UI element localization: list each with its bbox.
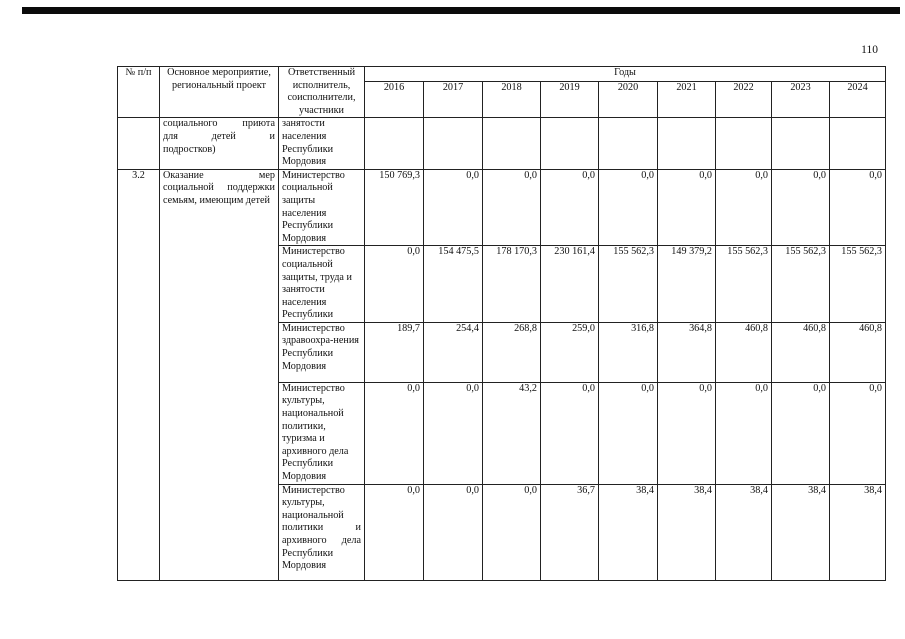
value-cell: 0,0 <box>541 169 599 246</box>
value-cell: 38,4 <box>599 484 658 580</box>
value-cell: 0,0 <box>772 169 830 246</box>
header-year-2021: 2021 <box>658 81 716 118</box>
value-cell: 460,8 <box>830 322 886 382</box>
value-cell: 178 170,3 <box>483 246 541 323</box>
responsible-cell: Министерство социальной защиты населения Республики Мордовия <box>279 169 365 246</box>
continuation-event-line: социального приюта <box>163 118 275 130</box>
value-cell: 316,8 <box>599 322 658 382</box>
header-year-2019: 2019 <box>541 81 599 118</box>
header-year-2020: 2020 <box>599 81 658 118</box>
table-row-continuation <box>118 118 886 169</box>
value-cell: 0,0 <box>658 382 716 484</box>
value-cell: 189,7 <box>365 322 424 382</box>
value-cell: 460,8 <box>716 322 772 382</box>
value-cell: 155 562,3 <box>599 246 658 323</box>
value-cell: 0,0 <box>599 169 658 246</box>
value-cell: 0,0 <box>658 169 716 246</box>
value-cell: 0,0 <box>830 169 886 246</box>
value-cell: 38,4 <box>830 484 886 580</box>
page-number: 110 <box>861 44 878 56</box>
value-cell: 0,0 <box>830 382 886 484</box>
value-cell: 364,8 <box>658 322 716 382</box>
value-cell: 36,7 <box>541 484 599 580</box>
budget-table <box>117 66 886 581</box>
value-cell: 38,4 <box>772 484 830 580</box>
continuation-event-line: подростков) <box>163 143 216 155</box>
header-year-2024: 2024 <box>830 81 886 118</box>
value-cell: 0,0 <box>716 169 772 246</box>
continuation-responsible: занятости населения Республики Мордовия <box>279 118 365 169</box>
value-cell: 259,0 <box>541 322 599 382</box>
value-cell: 149 379,2 <box>658 246 716 323</box>
responsible-cell: Министерство культуры, национальной политики, туризма и архивного дела Республики Мордовия <box>279 382 365 484</box>
value-cell: 154 475,5 <box>424 246 483 323</box>
value-cell: 0,0 <box>365 382 424 484</box>
table-row <box>118 169 886 246</box>
value-cell: 0,0 <box>541 382 599 484</box>
continuation-event-line: для детей и <box>163 130 275 142</box>
item-event: Оказание мер социальной поддержки семьям, имеющим детей <box>160 169 279 580</box>
header-number: № п/п <box>118 67 160 118</box>
scan-top-border <box>22 7 900 14</box>
responsible-cell: Министерство социальной защиты, труда и занятости населения Республики <box>279 246 365 323</box>
value-cell: 268,8 <box>483 322 541 382</box>
value-cell: 0,0 <box>424 382 483 484</box>
header-year-2022: 2022 <box>716 81 772 118</box>
header-year-2017: 2017 <box>424 81 483 118</box>
value-cell: 0,0 <box>772 382 830 484</box>
value-cell: 38,4 <box>658 484 716 580</box>
value-cell: 0,0 <box>599 382 658 484</box>
value-cell: 38,4 <box>716 484 772 580</box>
header-responsible: Ответственный исполнитель, соисполнители, участники <box>279 67 365 118</box>
header-event: Основное мероприятие, региональный проект <box>160 67 279 118</box>
value-cell: 0,0 <box>483 484 541 580</box>
header-year-2023: 2023 <box>772 81 830 118</box>
header-year-2016: 2016 <box>365 81 424 118</box>
item-number: 3.2 <box>118 169 160 580</box>
value-cell: 460,8 <box>772 322 830 382</box>
value-cell: 0,0 <box>424 169 483 246</box>
value-cell: 254,4 <box>424 322 483 382</box>
responsible-cell: Министерство здравоохра-нения Республики Мордовия <box>279 322 365 382</box>
value-cell: 155 562,3 <box>772 246 830 323</box>
value-cell: 0,0 <box>365 246 424 323</box>
continuation-event-cell <box>160 118 279 169</box>
header-years: Годы <box>365 67 886 82</box>
header-year-2018: 2018 <box>483 81 541 118</box>
value-cell: 0,0 <box>424 484 483 580</box>
value-cell: 0,0 <box>483 169 541 246</box>
value-cell: 155 562,3 <box>716 246 772 323</box>
continuation-number-cell <box>118 118 160 169</box>
value-cell: 230 161,4 <box>541 246 599 323</box>
value-cell: 150 769,3 <box>365 169 424 246</box>
value-cell: 43,2 <box>483 382 541 484</box>
value-cell: 0,0 <box>365 484 424 580</box>
value-cell: 155 562,3 <box>830 246 886 323</box>
responsible-cell: Министерство культуры, национальной политики и архивного дела Республики Мордовия <box>279 484 365 580</box>
value-cell: 0,0 <box>716 382 772 484</box>
